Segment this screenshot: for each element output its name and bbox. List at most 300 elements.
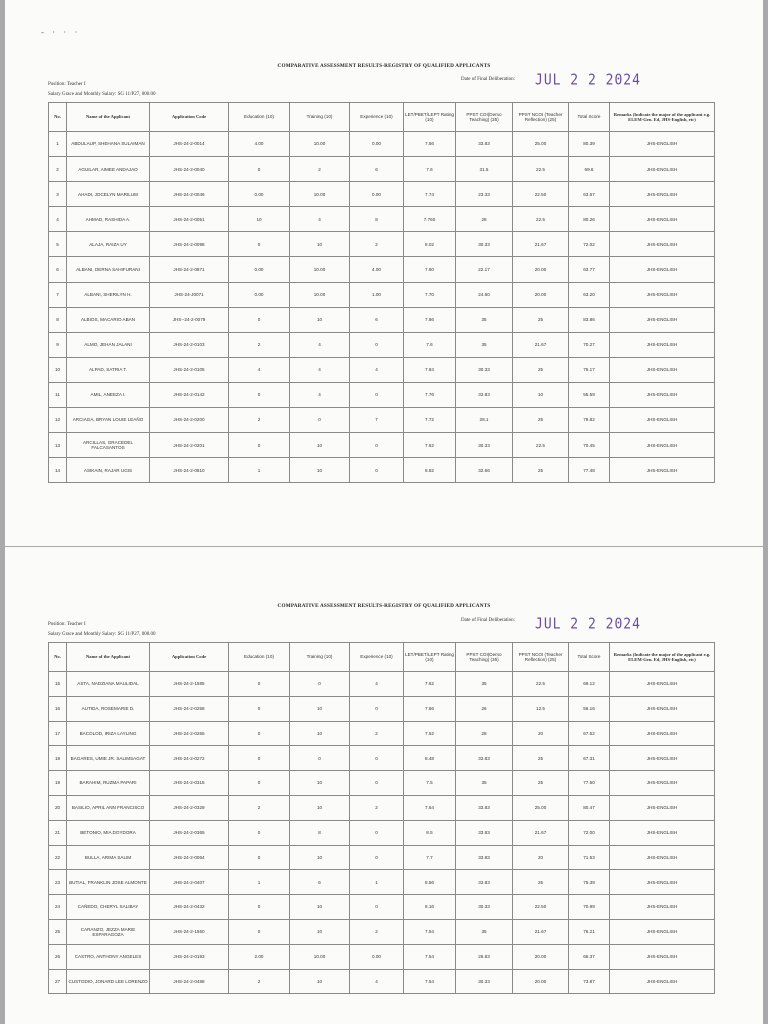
total-score: 83.86 (569, 307, 610, 332)
remarks: JHS-ENGLISH (610, 182, 715, 207)
let-rating: 7.76 (404, 382, 456, 407)
application-code: JHS-24-2-0193 (150, 944, 229, 969)
total-score: 56.16 (569, 696, 610, 721)
table-row (49, 433, 715, 458)
col-code-header: Application Code (150, 643, 229, 672)
training-score: 10 (290, 458, 350, 483)
applicant-name: ALBIOS, MACARIO ABAN (67, 307, 150, 332)
education-score: 0 (229, 433, 290, 458)
row-number: 13 (49, 433, 67, 458)
ppst-coi-score: 26 (456, 696, 513, 721)
remarks: JHS-ENGLISH (610, 795, 715, 820)
experience-score: 0 (350, 433, 404, 458)
ppst-ncoi-score: 25 (513, 771, 569, 796)
application-code: JHS-24-2-0105 (150, 357, 229, 382)
education-score: 0.00 (229, 182, 290, 207)
applicant-name: BETONIO, MIA DOYDORA (67, 820, 150, 845)
training-score: 4 (290, 382, 350, 407)
let-rating: 7.6 (404, 332, 456, 357)
remarks: JHS-ENGLISH (610, 307, 715, 332)
table-row (49, 696, 715, 721)
applicant-name: ALBANI, DERNA SAHIFURANI (67, 257, 150, 282)
let-rating: 7.54 (404, 969, 456, 994)
let-rating: 8.5 (404, 820, 456, 845)
remarks: JHS-ENGLISH (610, 672, 715, 697)
training-score: 4 (290, 207, 350, 232)
experience-score: 6 (350, 307, 404, 332)
remarks: JHS-ENGLISH (610, 257, 715, 282)
let-rating: 7.6 (404, 157, 456, 182)
row-number: 11 (49, 382, 67, 407)
total-score: 76.21 (569, 919, 610, 944)
applicant-name: ALBANI, SHERILYN H. (67, 282, 150, 307)
col-experience-header: Experience (10) (350, 103, 404, 132)
remarks: JHS-ENGLISH (610, 458, 715, 483)
total-score: 70.99 (569, 895, 610, 920)
let-rating: 8.16 (404, 895, 456, 920)
experience-score: 0 (350, 382, 404, 407)
experience-score: 1 (350, 870, 404, 895)
let-rating: 8.56 (404, 870, 456, 895)
total-score: 73.87 (569, 969, 610, 994)
total-score: 63.20 (569, 282, 610, 307)
remarks: JHS-ENGLISH (610, 944, 715, 969)
row-number: 12 (49, 408, 67, 433)
training-score: 4 (290, 332, 350, 357)
applicant-name: ALMO, JEHAN JALANI (67, 332, 150, 357)
total-score: 69.12 (569, 672, 610, 697)
education-score: 0 (229, 919, 290, 944)
table-row (49, 408, 715, 433)
total-score: 55.59 (569, 382, 610, 407)
application-code: JHS-24-2-1585 (150, 672, 229, 697)
education-score: 2 (229, 332, 290, 357)
col-total-header: Total Score (569, 643, 610, 672)
ppst-coi-score: 22.17 (456, 257, 513, 282)
let-rating: 7.56 (404, 132, 456, 157)
let-rating: 7.70 (404, 282, 456, 307)
ppst-coi-score: 28 (456, 721, 513, 746)
table-row (49, 232, 715, 257)
let-rating: 7.760 (404, 207, 456, 232)
table-row (49, 307, 715, 332)
ppst-ncoi-score: 20.00 (513, 969, 569, 994)
row-number: 19 (49, 771, 67, 796)
table-row (49, 157, 715, 182)
remarks: JHS-ENGLISH (610, 132, 715, 157)
row-number: 3 (49, 182, 67, 207)
ppst-ncoi-score: 25 (513, 408, 569, 433)
table-row (49, 282, 715, 307)
let-rating: 7.54 (404, 919, 456, 944)
remarks: JHS-ENGLISH (610, 433, 715, 458)
application-code: JHS-24-2-0315 (150, 771, 229, 796)
education-score: 0 (229, 672, 290, 697)
training-score: 10 (290, 795, 350, 820)
total-score: 70.27 (569, 332, 610, 357)
let-rating: 8.82 (404, 458, 456, 483)
ppst-ncoi-score: 22.5 (513, 157, 569, 182)
training-score: 10 (290, 969, 350, 994)
table-row (49, 895, 715, 920)
deliberation-label: Date of Final Deliberation: (461, 618, 516, 623)
table-row (49, 969, 715, 994)
table-row (49, 771, 715, 796)
total-score: 63.57 (569, 182, 610, 207)
remarks: JHS-ENGLISH (610, 157, 715, 182)
ppst-coi-score: 30.33 (456, 969, 513, 994)
ppst-ncoi-score: 20.00 (513, 944, 569, 969)
let-rating: 7.62 (404, 672, 456, 697)
experience-score: 8 (350, 207, 404, 232)
applicant-name: BUTIAL, FRANKLIN JOSE ALMONTE (67, 870, 150, 895)
col-education-header: Education (10) (229, 643, 290, 672)
row-number: 27 (49, 969, 67, 994)
table-row (49, 182, 715, 207)
salary-label: Salary Grace and Monthly Salary: SG 11/P27, 000.00 (48, 632, 156, 637)
ppst-ncoi-score: 20 (513, 721, 569, 746)
applicant-name: CAÑEDO, CHERYL SALIBAY (67, 895, 150, 920)
education-score: 0 (229, 746, 290, 771)
row-number: 25 (49, 919, 67, 944)
education-score: 2 (229, 408, 290, 433)
applicant-name: BAGARES, UMIE JR. SALIMSAGAT (67, 746, 150, 771)
applicant-name: AGUILAR, AIMEE ANDAJAO (67, 157, 150, 182)
col-training-header: Training (10) (290, 103, 350, 132)
total-score: 80.47 (569, 795, 610, 820)
row-number: 8 (49, 307, 67, 332)
total-score: 71.53 (569, 845, 610, 870)
application-code: JHS-24-2-0051 (150, 207, 229, 232)
table-row (49, 944, 715, 969)
applicant-name: CASTRO, ANTHONY ANGELES (67, 944, 150, 969)
ppst-coi-score: 30.33 (456, 232, 513, 257)
applicant-name: CUSTODIO, JONARD LEE LORENZO (67, 969, 150, 994)
application-code: JHS-24-2-0201 (150, 433, 229, 458)
education-score: 2 (229, 969, 290, 994)
let-rating: 7.7 (404, 845, 456, 870)
ppst-coi-score: 23.33 (456, 182, 513, 207)
ppst-coi-score: 32.66 (456, 458, 513, 483)
experience-score: 0 (350, 332, 404, 357)
ppst-coi-score: 35 (456, 672, 513, 697)
row-number: 7 (49, 282, 67, 307)
experience-score: 4.00 (350, 257, 404, 282)
salary-label: Salary Grace and Monthly Salary: SG 11/P27, 000.00 (48, 92, 156, 97)
experience-score: 0 (350, 696, 404, 721)
remarks: JHS-ENGLISH (610, 282, 715, 307)
col-no-header: No. (49, 103, 67, 132)
experience-score: 0 (350, 458, 404, 483)
table-row (49, 721, 715, 746)
remarks: JHS-ENGLISH (610, 919, 715, 944)
training-score: 10.00 (290, 257, 350, 282)
table-row (49, 382, 715, 407)
ppst-ncoi-score: 25 (513, 307, 569, 332)
education-score: 1 (229, 458, 290, 483)
experience-score: 4 (350, 357, 404, 382)
ppst-coi-score: 35 (456, 307, 513, 332)
experience-score: 0 (350, 771, 404, 796)
row-number: 9 (49, 332, 67, 357)
remarks: JHS-ENGLISH (610, 721, 715, 746)
remarks: JHS-ENGLISH (610, 382, 715, 407)
applicant-name: ASIKAIN, RAJAR UGIS (67, 458, 150, 483)
ppst-ncoi-score: 21.67 (513, 332, 569, 357)
experience-score: 2 (350, 919, 404, 944)
table-row (49, 746, 715, 771)
ppst-ncoi-score: 25 (513, 870, 569, 895)
total-score: 75.17 (569, 357, 610, 382)
ppst-ncoi-score: 25.00 (513, 132, 569, 157)
application-code: JHS-24-2-0014 (150, 132, 229, 157)
remarks: JHS-ENGLISH (610, 746, 715, 771)
col-let-header: LET/PBET/LEPT Rating (10) (404, 103, 456, 132)
experience-score: 2 (350, 795, 404, 820)
let-rating: 7.72 (404, 408, 456, 433)
ppst-ncoi-score: 10 (513, 382, 569, 407)
total-score: 80.26 (569, 207, 610, 232)
applicant-name: ABDULAUP, SHEHANA SULAIMAN (67, 132, 150, 157)
row-number: 16 (49, 696, 67, 721)
row-number: 22 (49, 845, 67, 870)
let-rating: 7.86 (404, 307, 456, 332)
experience-score: 7 (350, 408, 404, 433)
let-rating: 7.62 (404, 433, 456, 458)
row-number: 18 (49, 746, 67, 771)
application-code: JHS-24-2-0407 (150, 870, 229, 895)
remarks: JHS-ENGLISH (610, 332, 715, 357)
ppst-coi-score: 28.1 (456, 408, 513, 433)
application-code: JHS-24-2-0365 (150, 820, 229, 845)
table-row (49, 357, 715, 382)
total-score: 69.6 (569, 157, 610, 182)
experience-score: 0 (350, 845, 404, 870)
table-row (49, 870, 715, 895)
let-rating: 7.74 (404, 182, 456, 207)
experience-score: 0.00 (350, 944, 404, 969)
ppst-coi-score: 33.83 (456, 132, 513, 157)
applicant-name: BACOLOD, IRIZA LAYLING (67, 721, 150, 746)
experience-score: 2 (350, 721, 404, 746)
col-coi-header: PPST COI(Demo Teaching) (35) (456, 643, 513, 672)
experience-score: 0 (350, 895, 404, 920)
education-score: 4.00 (229, 132, 290, 157)
application-code: JHS-24-2-0329 (150, 795, 229, 820)
education-score: 0.00 (229, 257, 290, 282)
position-label: Position: Teacher I (48, 82, 86, 87)
ppst-ncoi-score: 21.67 (513, 820, 569, 845)
education-score: 2 (229, 795, 290, 820)
remarks: JHS-ENGLISH (610, 820, 715, 845)
applicant-name: ASTA, NADZIANA MAULIDAL (67, 672, 150, 697)
applicant-name: ALPAD, SATRIA T. (67, 357, 150, 382)
document-title: COMPARATIVE ASSESSMENT RESULTS-REGISTRY OF QUALIFIED APPLICANTS (277, 63, 491, 69)
table-body (49, 672, 715, 994)
col-let-header: LET/PBET/LEPT Rating (10) (404, 643, 456, 672)
ppst-coi-score: 31.5 (456, 157, 513, 182)
remarks: JHS-ENGLISH (610, 969, 715, 994)
table-row (49, 207, 715, 232)
col-name-header: Name of the Applicant (67, 643, 150, 672)
let-rating: 7.60 (404, 257, 456, 282)
training-score: 10 (290, 845, 350, 870)
document-title: COMPARATIVE ASSESSMENT RESULTS-REGISTRY OF QUALIFIED APPLICANTS (277, 603, 491, 609)
let-rating: 8.48 (404, 746, 456, 771)
row-number: 14 (49, 458, 67, 483)
education-score: 0 (229, 696, 290, 721)
row-number: 10 (49, 357, 67, 382)
ppst-coi-score: 33.83 (456, 820, 513, 845)
ppst-ncoi-score: 22.5 (513, 672, 569, 697)
total-score: 80.39 (569, 132, 610, 157)
ppst-coi-score: 35 (456, 919, 513, 944)
total-score: 70.45 (569, 433, 610, 458)
training-score: 0 (290, 746, 350, 771)
remarks: JHS-ENGLISH (610, 771, 715, 796)
remarks: JHS-ENGLISH (610, 357, 715, 382)
total-score: 67.52 (569, 721, 610, 746)
ppst-ncoi-score: 21.67 (513, 919, 569, 944)
applicant-name: ARCIAGA, BRYAN LOUIE LEAÑO (67, 408, 150, 433)
training-score: 10.00 (290, 282, 350, 307)
education-score: 0 (229, 895, 290, 920)
table-row (49, 257, 715, 282)
col-no-header: No. (49, 643, 67, 672)
col-training-header: Training (10) (290, 643, 350, 672)
applicant-name: BARAHIM, RUZMA PAPARI (67, 771, 150, 796)
education-score: 10 (229, 207, 290, 232)
table-row (49, 132, 715, 157)
row-number: 6 (49, 257, 67, 282)
education-score: 0 (229, 232, 290, 257)
total-score: 77.50 (569, 771, 610, 796)
remarks: JHS-ENGLISH (610, 895, 715, 920)
education-score: 2.00 (229, 944, 290, 969)
registry-table (48, 642, 715, 994)
training-score: 10.00 (290, 132, 350, 157)
experience-score: 0.00 (350, 182, 404, 207)
experience-score: 1.00 (350, 282, 404, 307)
let-rating: 7.5 (404, 771, 456, 796)
total-score: 66.37 (569, 944, 610, 969)
ppst-coi-score: 30.33 (456, 357, 513, 382)
experience-score: 0 (350, 820, 404, 845)
let-rating: 7.66 (404, 696, 456, 721)
ppst-coi-score: 33.83 (456, 382, 513, 407)
col-ncoi-header: PPST NCOI (Teacher Reflection) (25) (513, 103, 569, 132)
training-score: 2 (290, 157, 350, 182)
application-code: JHS-24-2-0103 (150, 332, 229, 357)
training-score: 10 (290, 919, 350, 944)
training-score: 10.00 (290, 182, 350, 207)
total-score: 67.31 (569, 746, 610, 771)
training-score: 10 (290, 433, 350, 458)
application-code: JHS-24-2-0265 (150, 721, 229, 746)
education-score: 0.00 (229, 282, 290, 307)
table-body (49, 132, 715, 483)
application-code: JHS-24-2-0046 (150, 182, 229, 207)
training-score: 10 (290, 721, 350, 746)
applicant-name: ARCILLAS, GRACEDEL FALCASANTOS (67, 433, 150, 458)
application-code: JHS--24-2-0079 (150, 307, 229, 332)
table-row (49, 332, 715, 357)
ppst-ncoi-score: 20.00 (513, 282, 569, 307)
education-score: 0 (229, 307, 290, 332)
applicant-name: AUTIDA, ROSEMARIE D. (67, 696, 150, 721)
deliberation-label: Date of Final Deliberation: (461, 77, 516, 82)
let-rating: 8.02 (404, 232, 456, 257)
applicant-name: CARANZO, JEZZA MARIE ESPARAGOZA (67, 919, 150, 944)
experience-score: 4 (350, 672, 404, 697)
ppst-ncoi-score: 22.5 (513, 433, 569, 458)
col-remarks-header: Remarks (Indicate the major of the applicant e.g. ELEM-Gen. Ed, JHS-English, etc) (610, 103, 715, 132)
training-score: 10 (290, 771, 350, 796)
education-score: 0 (229, 820, 290, 845)
document-page-2 (5, 547, 763, 1024)
training-score: 0 (290, 408, 350, 433)
row-number: 20 (49, 795, 67, 820)
training-score: 8 (290, 820, 350, 845)
application-code: JHS-24-2-0040 (150, 157, 229, 182)
ppst-ncoi-score: 22.50 (513, 895, 569, 920)
total-score: 72.02 (569, 232, 610, 257)
row-number: 15 (49, 672, 67, 697)
ppst-coi-score: 33.83 (456, 746, 513, 771)
position-label: Position: Teacher I (48, 622, 86, 627)
ppst-ncoi-score: 25 (513, 458, 569, 483)
let-rating: 7.84 (404, 357, 456, 382)
training-score: 6 (290, 870, 350, 895)
training-score: 10 (290, 696, 350, 721)
applicant-name: AMIL, ANEEZA I. (67, 382, 150, 407)
table-header (49, 643, 715, 672)
table-row (49, 795, 715, 820)
applicant-name: ALAJA, RAIZA UY (67, 232, 150, 257)
experience-score: 6 (350, 157, 404, 182)
ppst-coi-score: 28 (456, 207, 513, 232)
training-score: 10 (290, 232, 350, 257)
date-stamp: JUL 2 2 2024 (535, 615, 641, 634)
row-number: 1 (49, 132, 67, 157)
ppst-coi-score: 35 (456, 771, 513, 796)
table-header (49, 103, 715, 132)
table-row (49, 458, 715, 483)
total-score: 77.48 (569, 458, 610, 483)
education-score: 0 (229, 845, 290, 870)
row-number: 21 (49, 820, 67, 845)
application-code: JHS-24-2-0142 (150, 382, 229, 407)
education-score: 0 (229, 721, 290, 746)
ppst-ncoi-score: 25 (513, 357, 569, 382)
ppst-coi-score: 26.83 (456, 944, 513, 969)
education-score: 0 (229, 157, 290, 182)
training-score: 4 (290, 357, 350, 382)
col-code-header: Application Code (150, 103, 229, 132)
table-row (49, 672, 715, 697)
applicant-name: BASILIO, APRIL ANN FRANCISCO (67, 795, 150, 820)
registry-table (48, 102, 715, 483)
row-number: 24 (49, 895, 67, 920)
ppst-coi-score: 24.50 (456, 282, 513, 307)
experience-score: 2 (350, 232, 404, 257)
ppst-coi-score: 30.33 (456, 433, 513, 458)
total-score: 79.82 (569, 408, 610, 433)
application-code: JHS-24-2-0871 (150, 257, 229, 282)
application-code: JHS-24-2-0098 (150, 232, 229, 257)
training-score: 10 (290, 307, 350, 332)
date-stamp: JUL 2 2 2024 (535, 71, 641, 90)
